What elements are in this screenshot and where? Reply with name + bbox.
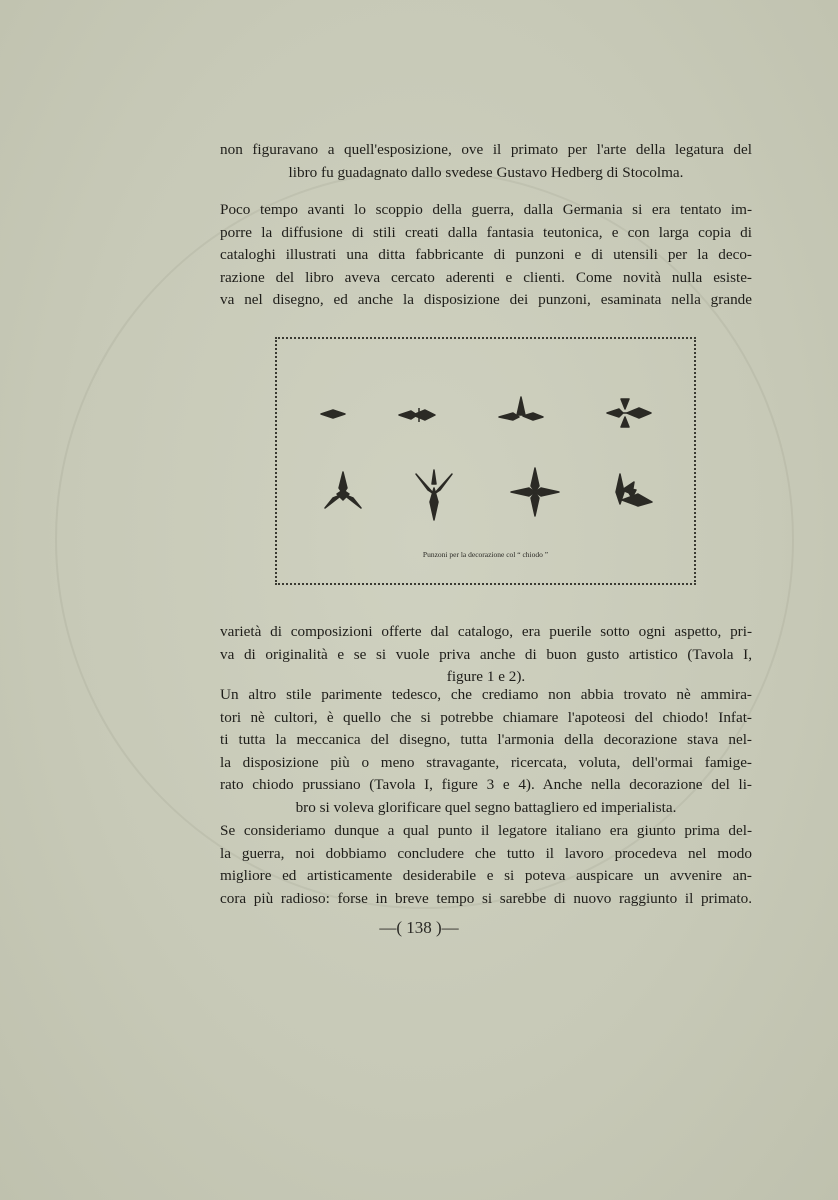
text-line: cataloghi illustrati una ditta fabbricante di punzoni e di utensili per la deco-: [220, 246, 752, 263]
chiodo-stamp-4-icon: [607, 399, 651, 427]
paragraph-4: [220, 684, 752, 819]
text-line: porre la diffusione di stili creati dalla fantasia teutonica, e con larga copia di: [220, 223, 752, 241]
text-line: ti tutta la meccanica del disegno, tutta l'armonia della decorazione stava nel-: [220, 731, 752, 748]
paragraph-5: [220, 820, 752, 910]
page-number: —( 138 )—: [379, 918, 459, 937]
text-line: bro si voleva glorificare quel segno battagliero ed imperialista.: [295, 798, 677, 816]
chiodo-stamp-7-icon: [511, 468, 559, 516]
text-line: varietà di composizioni offerte dal catalogo, era puerile sotto ogni aspetto, pri-: [220, 623, 752, 640]
text-line: la guerra, noi dobbiamo concludere che tutto il lavoro procedeva nel modo: [220, 844, 752, 862]
text-line: rato chiodo prussiano (Tavola I, figure 3 e 4). Anche nella decorazione del li-: [220, 776, 752, 793]
text-line: la disposizione più o meno stravagante, ricercata, voluta, dell'ormai famige-: [220, 753, 752, 771]
text-line: figure 1 e 2).: [446, 668, 526, 685]
chiodo-stamp-5-icon: [325, 472, 361, 508]
punch-illustration: [277, 339, 694, 583]
text-line: va nel disegno, ed anche la disposizione dei punzoni, esaminata nella grande: [220, 291, 752, 308]
text-line: cora più radioso: forse in breve tempo si sarebbe di nuovo raggiunto il primato.: [220, 889, 752, 907]
text-line: libro fu guadagnato dallo svedese Gustavo Hedberg di Stocolma.: [288, 163, 684, 181]
punch-figure: [275, 337, 696, 585]
text-line: Poco tempo avanti lo scoppio della guerra, dalla Germania si era tentato im-: [220, 201, 752, 218]
paragraph-3: [220, 621, 752, 689]
text-line: non figuravano a quell'esposizione, ove il primato per l'arte della legatura del: [220, 141, 752, 158]
text-line: Un altro stile parimente tedesco, che crediamo non abbia trovato nè ammira-: [220, 686, 752, 703]
text-line: Se consideriamo dunque a qual punto il legatore italiano era giunto prima del-: [220, 822, 752, 839]
chiodo-stamp-1-icon: [321, 410, 345, 418]
chiodo-stamp-8-icon: [616, 474, 652, 506]
paragraph-2: [220, 199, 752, 312]
text-line: razione del libro aveva cercato aderenti e clienti. Come novità nulla esiste-: [220, 268, 752, 286]
figure-caption: Punzoni per la decorazione col “ chiodo ”: [422, 550, 549, 559]
chiodo-stamp-2-icon: [399, 408, 435, 422]
text-line: tori nè cultori, è quello che si potrebbe chiamare l'apoteosi del chiodo! Infat-: [220, 708, 752, 726]
chiodo-stamp-3-icon: [499, 397, 543, 420]
chiodo-stamp-6-icon: [416, 470, 452, 520]
paragraph-1: [220, 139, 752, 184]
text-line: migliore ed artisticamente desiderabile e si poteva auspicare un avvenire an-: [220, 867, 752, 884]
text-line: va di originalità e se si vuole priva anche di buon gusto artistico (Tavola I,: [220, 645, 752, 663]
